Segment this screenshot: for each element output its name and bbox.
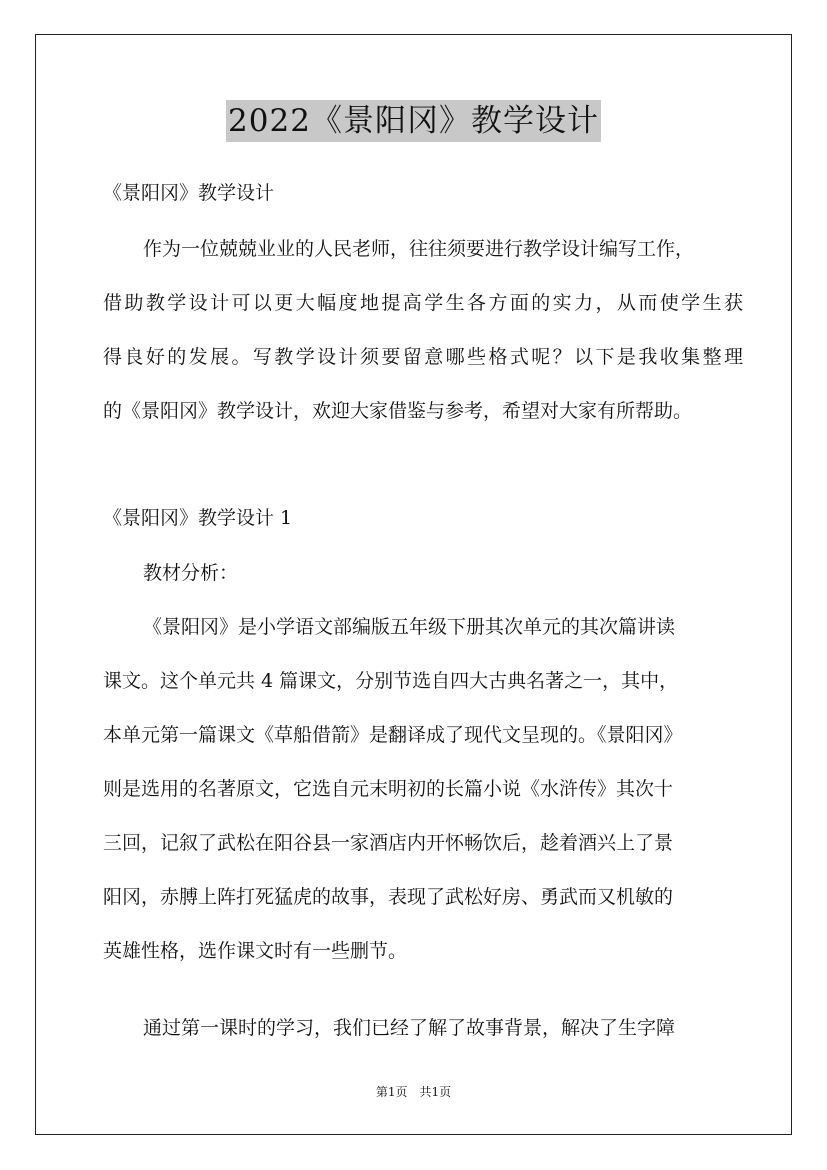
analysis-line-1: 《景阳冈》是小学语文部编版五年级下册其次单元的其次篇讲读: [143, 616, 676, 638]
analysis-line-3: 本单元第一篇课文《草船借箭》是翻译成了现代文呈现的。《景阳冈》: [103, 724, 683, 746]
section-label: 教材分析：: [143, 562, 239, 584]
intro-line-2: 借助教学设计可以更大幅度地提高学生各方面的实力，从而使学生获: [103, 292, 743, 314]
document-title: 2022《景阳冈》教学设计: [226, 100, 601, 142]
intro-line-1: 作为一位兢兢业业的人民老师，往往须要进行教学设计编写工作，: [143, 238, 695, 260]
intro-line-4: 的《景阳冈》教学设计，欢迎大家借鉴与参考，希望对大家有所帮助。: [103, 400, 693, 422]
intro-line-3: 得良好的发展。写教学设计须要留意哪些格式呢？以下是我收集整理: [103, 346, 743, 368]
title-container: [0, 100, 827, 142]
analysis-line-6: 阳冈，赤膊上阵打死猛虎的故事，表现了武松好房、勇武而又机敏的: [103, 886, 674, 908]
analysis-line-2: 课文。这个单元共 4 篇课文，分别节选自四大古典名著之一，其中，: [103, 670, 679, 692]
page-footer: 第1页 共1页: [375, 1085, 452, 1099]
analysis-line-4: 则是选用的名著原文，它选自元末明初的长篇小说《水浒传》其次十: [103, 778, 674, 800]
section-heading: 《景阳冈》教学设计 1: [103, 507, 293, 529]
analysis-line-5: 三回，记叙了武松在阳谷县一家酒店内开怀畅饮后，趁着酒兴上了景: [103, 832, 674, 854]
body-line-last: 通过第一课时的学习，我们已经了解了故事背景，解决了生字障: [143, 1017, 676, 1039]
subtitle: 《景阳冈》教学设计: [103, 182, 275, 204]
analysis-line-7: 英雄性格，选作课文时有一些删节。: [103, 940, 408, 962]
